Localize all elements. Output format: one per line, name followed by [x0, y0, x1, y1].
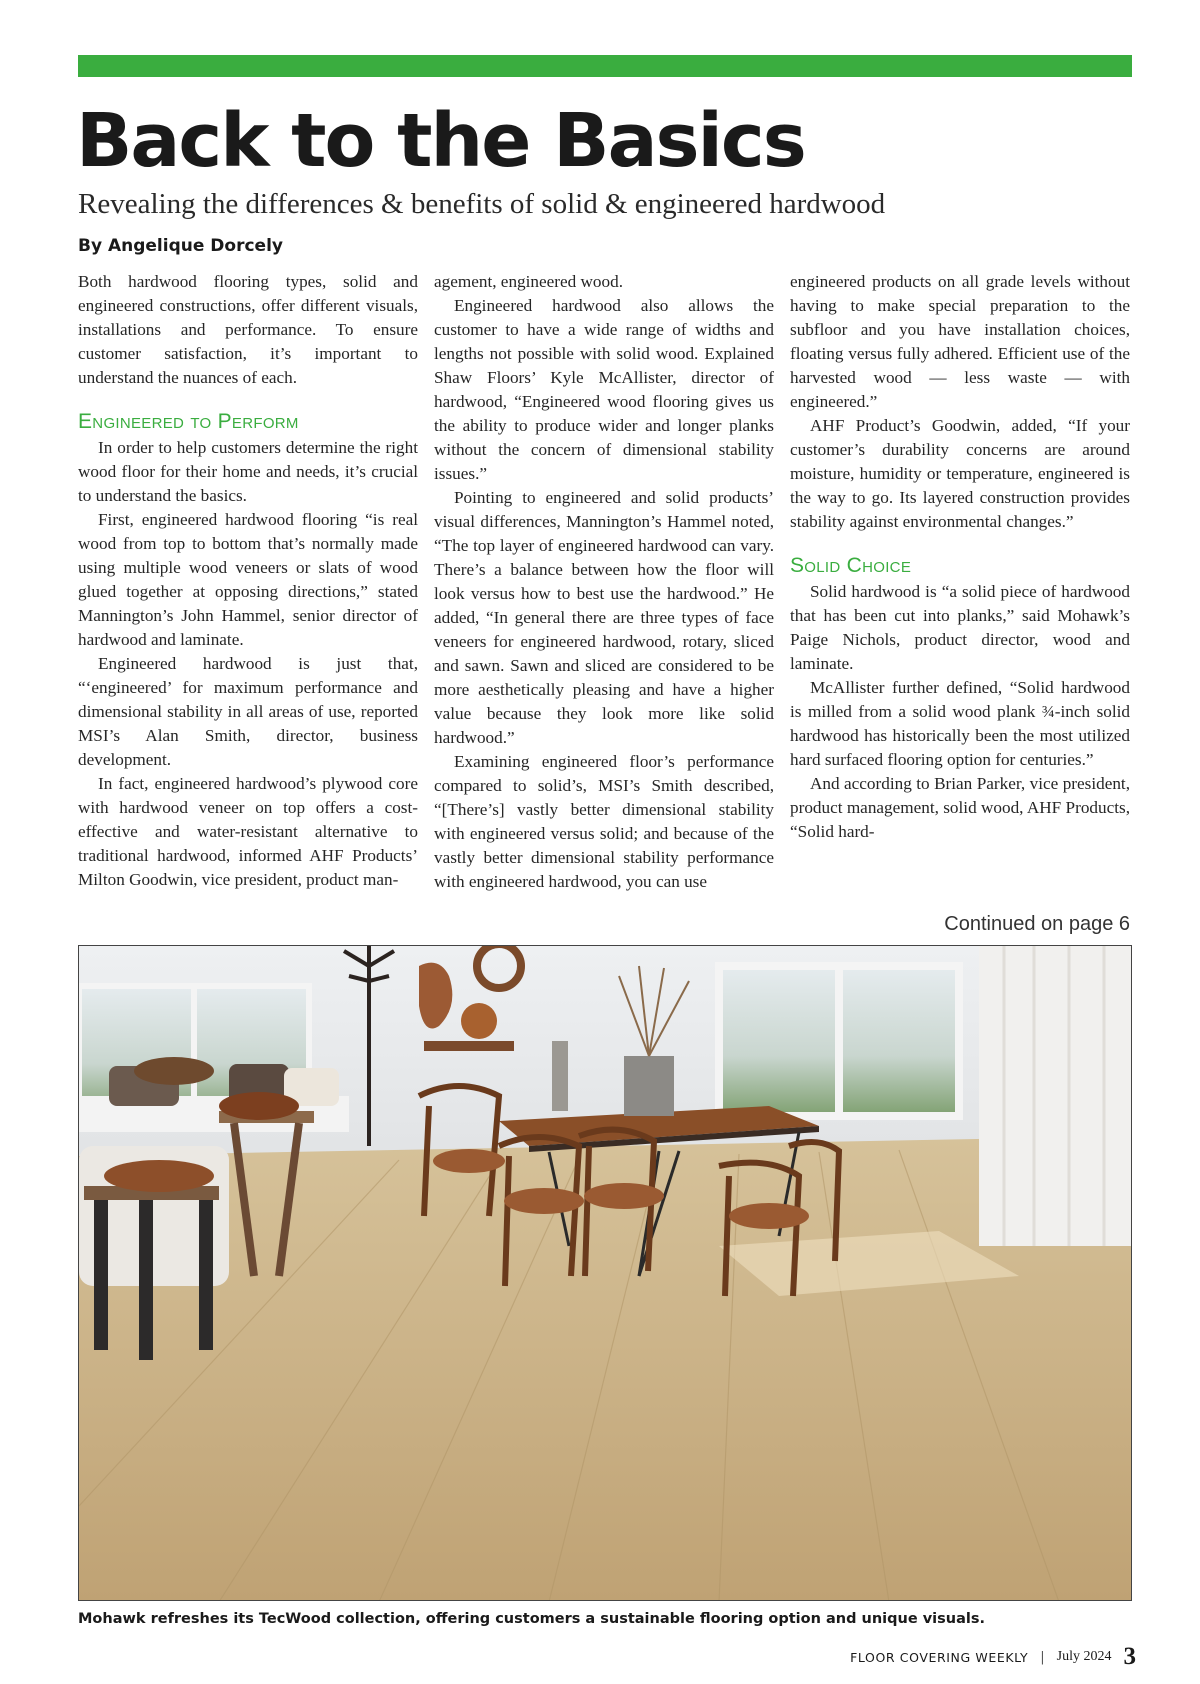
subtitle: Revealing the differences & benefits of solid & engineered hardwood — [78, 188, 886, 220]
paragraph: Both hardwood flooring types, solid and engineered constructions, offer different visuals, installations and performance. To ensure customer satisfaction, it’s important to understand the nuances of each. — [78, 272, 418, 387]
dining-room-photo — [78, 945, 1132, 1601]
page-number: 3 — [1123, 1643, 1136, 1670]
article-column-2 — [434, 270, 774, 894]
paragraph: Solid hardwood is “a solid piece of hardwood that has been cut into planks,” said Mohawk’s Paige Nichols, product director, wood and laminate. — [790, 582, 1130, 673]
paragraph: And according to Brian Parker, vice president, product management, solid wood, AHF Products, “Solid hard- — [790, 774, 1130, 841]
page-title: Back to the Basics — [76, 98, 805, 184]
paragraph: McAllister further defined, “Solid hardwood is milled from a solid wood plank ¾-inch solid hardwood has historically been the most utilized hard surfaced flooring option for centuries.” — [790, 678, 1130, 769]
paragraph: agement, engineered wood. — [434, 272, 623, 291]
paragraph: Pointing to engineered and solid products’ visual differences, Mannington’s Hammel noted, “The top layer of engineered hardwood can vary. There’s a balance between how the floor will look versus how to best use the hardwood.” He added, “In general there are three types of face veneers for engineered hardwood, rotary, sliced and sawn. Sawn and sliced are considered to be more aesthetically pleasing and have a higher value because they look more like solid hardwood.” — [434, 488, 774, 747]
paragraph: In fact, engineered hardwood’s plywood core with hardwood veneer on top offers a cost-effective and water-resistant alternative to traditional hardwood, informed AHF Products’ Milton Goodwin, vice president, product man- — [78, 774, 418, 889]
photo-caption: Mohawk refreshes its TecWood collection, offering customers a sustainable flooring option and unique visuals. — [78, 1611, 985, 1627]
paragraph: engineered products on all grade levels without having to make special preparation to the subfloor and you have installation choices, floating versus fully adhered. Efficient use of the harvested wood — less waste — with engineered.” — [790, 272, 1130, 411]
page-footer — [850, 1642, 1136, 1672]
header-accent-bar — [78, 55, 1132, 77]
byline: By Angelique Dorcely — [78, 236, 283, 256]
paragraph: Examining engineered floor’s performance compared to solid’s, MSI’s Smith described, “[There’s] vastly better dimensional stability with engineered versus solid; and because of the vastly better dimensional stability performance with engineered hardwood, you can use — [434, 752, 774, 891]
article-column-3 — [790, 270, 1130, 844]
article-column-1 — [78, 270, 418, 892]
section-heading-engineered: Engineered to Perform — [78, 410, 299, 433]
paragraph: Engineered hardwood also allows the customer to have a wide range of widths and lengths not possible with solid wood. Explained Shaw Floors’ Kyle McAllister, director of hardwood, “Engineered wood flooring gives us the ability to produce wider and longer planks without the concern of dimensional stability issues.” — [434, 296, 774, 483]
window-right — [719, 966, 959, 1116]
paragraph: Engineered hardwood is just that, “‘engineered’ for maximum performance and dimensional stability in all areas of use, reported MSI’s Alan Smith, director, business development. — [78, 654, 418, 769]
continued-link[interactable]: Continued on page 6 — [944, 913, 1130, 935]
footer-separator: | — [1040, 1649, 1045, 1665]
issue-date: July 2024 — [1056, 1649, 1112, 1664]
paragraph: First, engineered hardwood flooring “is real wood from top to bottom that’s normally made using multiple wood veneers or slats of wood glued together at opposing directions,” stated Mannington’s John Hammel, senior director of hardwood and laminate. — [78, 510, 418, 649]
paragraph: AHF Product’s Goodwin, added, “If your customer’s durability concerns are around moisture, humidity or temperature, engineered is the way to go. Its layered construction provides stability against environmental changes.” — [790, 416, 1130, 531]
publication-name: FLOOR COVERING WEEKLY — [850, 1649, 1029, 1665]
paragraph: In order to help customers determine the right wood floor for their home and needs, it’s crucial to understand the basics. — [78, 438, 418, 505]
section-heading-solid: Solid Choice — [790, 554, 912, 577]
